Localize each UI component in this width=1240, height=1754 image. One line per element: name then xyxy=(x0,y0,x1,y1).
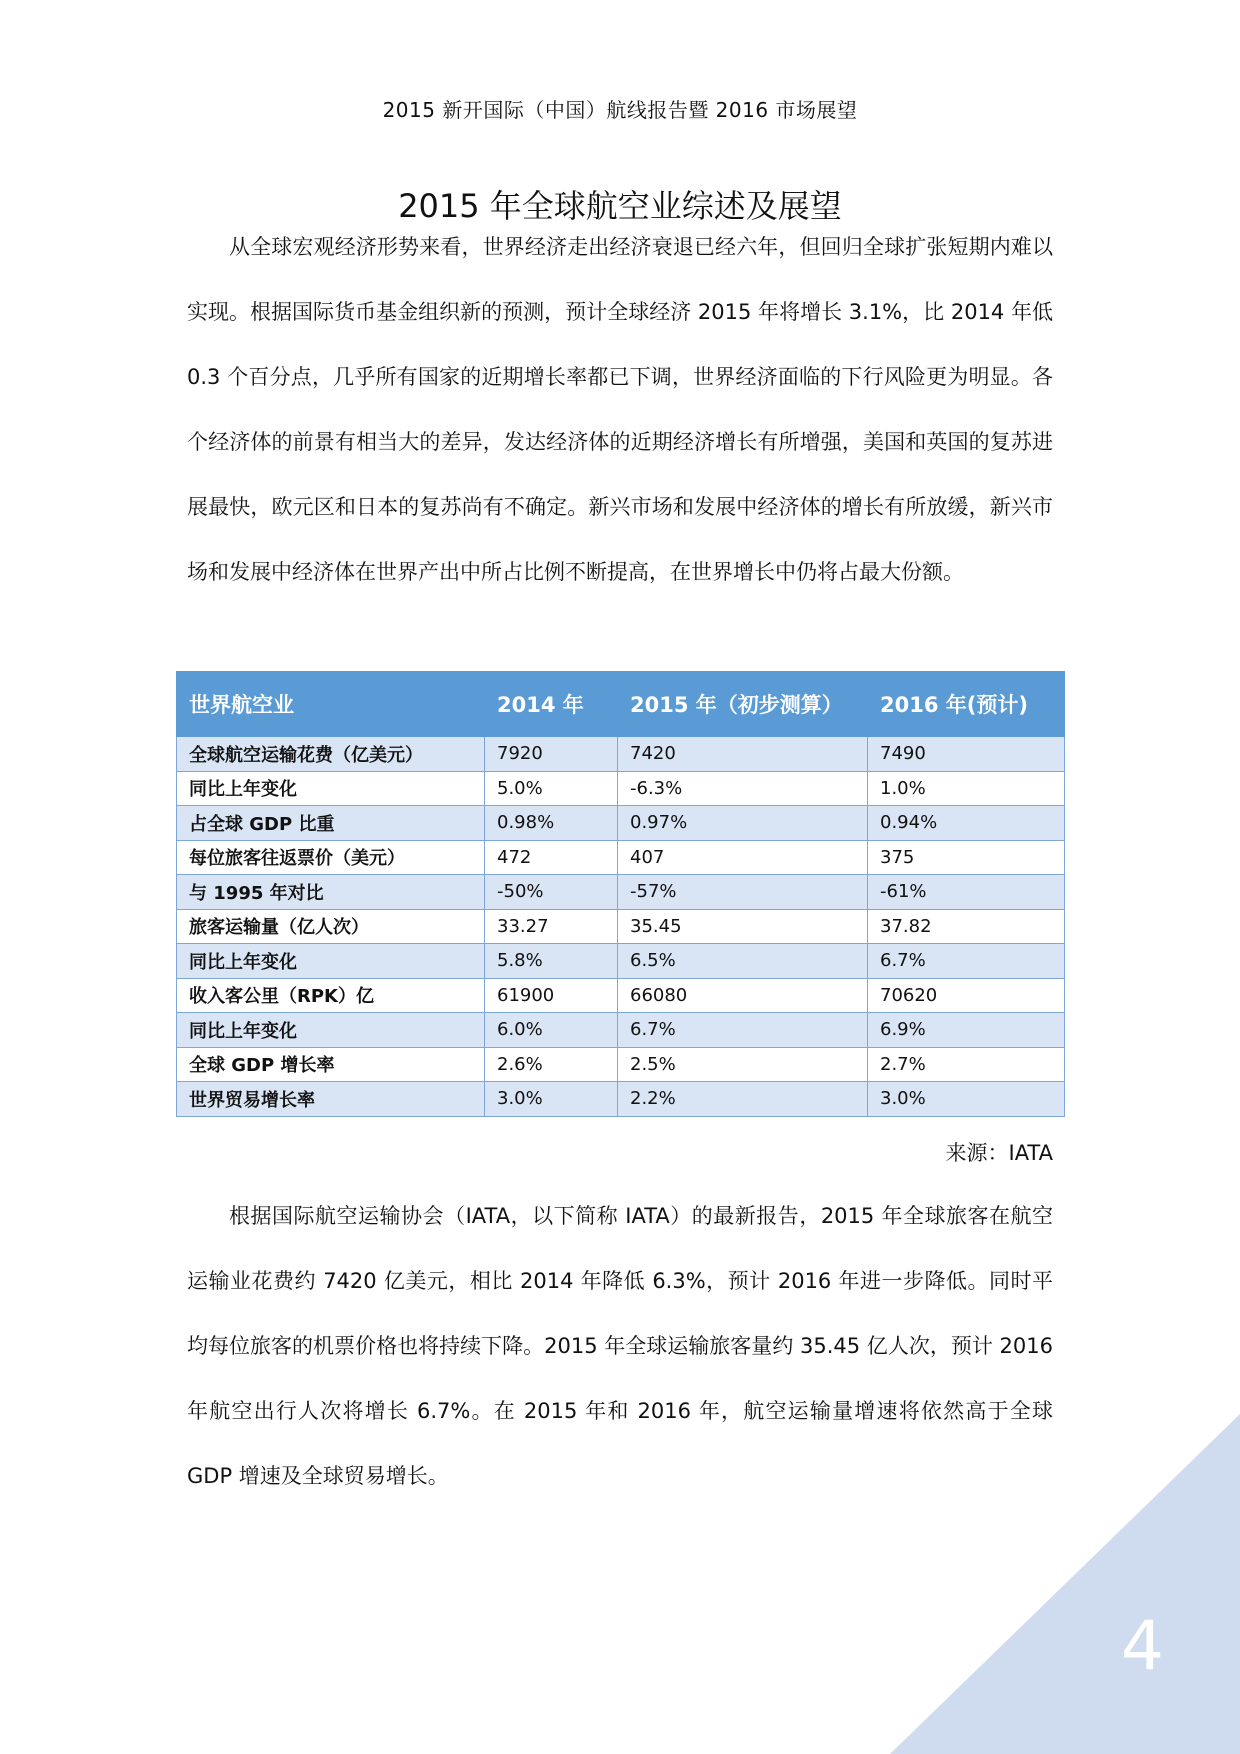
table-cell: 6.7% xyxy=(618,1013,868,1048)
row-label-cell: 同比上年变化 xyxy=(177,944,485,979)
table-cell: 6.0% xyxy=(485,1013,618,1048)
table-cell: 61900 xyxy=(485,978,618,1013)
row-label-cell: 全球 GDP 增长率 xyxy=(177,1047,485,1082)
source-note: 来源：IATA xyxy=(945,1141,1053,1165)
table-cell: 0.94% xyxy=(868,806,1065,841)
aviation-data-table xyxy=(176,671,1065,1117)
table-header-cell: 2014 年 xyxy=(485,672,618,737)
row-label-cell: 同比上年变化 xyxy=(177,1013,485,1048)
table-cell: 6.9% xyxy=(868,1013,1065,1048)
table-cell: 7420 xyxy=(618,737,868,772)
table-cell: 1.0% xyxy=(868,771,1065,806)
table-row xyxy=(177,840,1065,875)
table-row xyxy=(177,771,1065,806)
table-cell: -6.3% xyxy=(618,771,868,806)
row-label-cell: 占全球 GDP 比重 xyxy=(177,806,485,841)
table-row xyxy=(177,806,1065,841)
table-cell: 2.5% xyxy=(618,1047,868,1082)
corner-decoration-triangle xyxy=(890,1414,1240,1754)
row-label-cell: 全球航空运输花费（亿美元） xyxy=(177,737,485,772)
table-row xyxy=(177,978,1065,1013)
row-label-cell: 收入客公里（RPK）亿 xyxy=(177,978,485,1013)
row-label-cell: 每位旅客往返票价（美元） xyxy=(177,840,485,875)
table-cell: 2.7% xyxy=(868,1047,1065,1082)
table-row xyxy=(177,1047,1065,1082)
row-label-cell: 旅客运输量（亿人次） xyxy=(177,909,485,944)
table-cell: 66080 xyxy=(618,978,868,1013)
table-cell: -50% xyxy=(485,875,618,910)
table-cell: -57% xyxy=(618,875,868,910)
running-header: 2015 新开国际（中国）航线报告暨 2016 市场展望 xyxy=(382,98,858,122)
intro-paragraph: 从全球宏观经济形势来看，世界经济走出经济衰退已经六年，但回归全球扩张短期内难以实现。根据国际货币基金组织新的预测，预计全球经济 2015 年将增长 3.1%，比 2014 年低 0.3 个百分点，几乎所有国家的近期增长率都已下调，世界经济面临的下行风险更为明显。各个经济体的前景有相当大的差异，发达经济体的近期经济增长有所增强，美国和英国的复苏进展最快，欧元区和日本的复苏尚有不确定。新兴市场和发展中经济体的增长有所放缓，新兴市场和发展中经济体在世界产出中所占比例不断提高，在世界增长中仍将占最大份额。 xyxy=(187,235,1053,584)
table-cell: 35.45 xyxy=(618,909,868,944)
row-label-cell: 同比上年变化 xyxy=(177,771,485,806)
table-cell: -61% xyxy=(868,875,1065,910)
corner-triangle-shape xyxy=(890,1414,1240,1754)
table-cell: 5.8% xyxy=(485,944,618,979)
table-cell: 5.0% xyxy=(485,771,618,806)
table-cell: 33.27 xyxy=(485,909,618,944)
table-row xyxy=(177,1013,1065,1048)
table-header-cell: 2016 年(预计) xyxy=(868,672,1065,737)
table-header-cell: 2015 年（初步测算） xyxy=(618,672,868,737)
iata-paragraph: 根据国际航空运输协会（IATA，以下简称 IATA）的最新报告，2015 年全球旅客在航空运输业花费约 7420 亿美元，相比 2014 年降低 6.3%，预计 2016 年进一步降低。同时平均每位旅客的机票价格也将持续下降。2015 年全球运输旅客量约 35.45 亿人次，预计 2016 年航空出行人次将增长 6.7%。在 2015 年和 2016 年，航空运输量增速将依然高于全球 GDP 增速及全球贸易增长。 xyxy=(187,1204,1053,1488)
table-row xyxy=(177,909,1065,944)
table-header-cell: 世界航空业 xyxy=(177,672,485,737)
table-cell: 0.98% xyxy=(485,806,618,841)
table-cell: 0.97% xyxy=(618,806,868,841)
table-row xyxy=(177,944,1065,979)
page-number: 4 xyxy=(1120,1607,1164,1686)
table-cell: 407 xyxy=(618,840,868,875)
table-cell: 375 xyxy=(868,840,1065,875)
table-cell: 6.5% xyxy=(618,944,868,979)
table-cell: 3.0% xyxy=(868,1082,1065,1117)
table-cell: 70620 xyxy=(868,978,1065,1013)
table-cell: 37.82 xyxy=(868,909,1065,944)
table-cell: 7490 xyxy=(868,737,1065,772)
section-title: 2015 年全球航空业综述及展望 xyxy=(398,187,842,226)
row-label-cell: 与 1995 年对比 xyxy=(177,875,485,910)
table-row xyxy=(177,875,1065,910)
table-cell: 6.7% xyxy=(868,944,1065,979)
table-cell: 472 xyxy=(485,840,618,875)
table-row xyxy=(177,1082,1065,1117)
table-cell: 3.0% xyxy=(485,1082,618,1117)
table-row xyxy=(177,737,1065,772)
table-cell: 7920 xyxy=(485,737,618,772)
row-label-cell: 世界贸易增长率 xyxy=(177,1082,485,1117)
table-cell: 2.2% xyxy=(618,1082,868,1117)
table-header-row xyxy=(177,672,1065,737)
table-cell: 2.6% xyxy=(485,1047,618,1082)
